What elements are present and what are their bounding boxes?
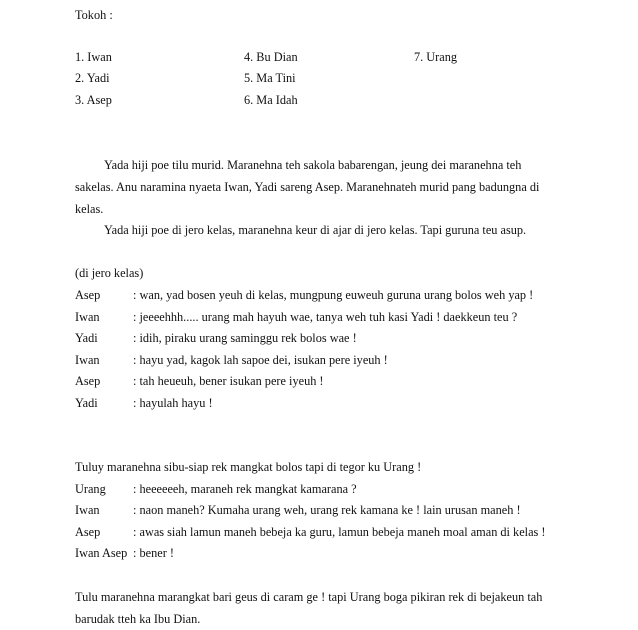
dialogue-speaker: Asep bbox=[75, 374, 101, 388]
character-item: 2. Yadi bbox=[75, 71, 110, 85]
character-item: 5. Ma Tini bbox=[244, 71, 296, 85]
dialogue-speaker: Yadi bbox=[75, 396, 98, 410]
dialogue-text: : bener ! bbox=[133, 546, 174, 560]
scene-label: (di jero kelas) bbox=[75, 266, 144, 280]
dialogue-text: : jeeeehhh..... urang mah hayuh wae, tanya weh tuh kasi Yadi ! daekkeun teu ? bbox=[133, 310, 518, 324]
narration-line: kelas. bbox=[75, 202, 104, 216]
dialogue-speaker: Urang bbox=[75, 482, 106, 496]
dialogue-speaker: Iwan Asep bbox=[75, 546, 128, 560]
narration-line: Tuluy maranehna sibu-siap rek mangkat bolos tapi di tegor ku Urang ! bbox=[75, 460, 422, 474]
dialogue-text: : idih, piraku urang saminggu rek bolos wae ! bbox=[133, 331, 357, 345]
narration-line: Yada hiji poe di jero kelas, maranehna keur di ajar di jero kelas. Tapi guruna teu asup. bbox=[104, 223, 527, 237]
dialogue-text: : tah heueuh, bener isukan pere iyeuh ! bbox=[133, 374, 324, 388]
narration-line: sakelas. Anu naramina nyaeta Iwan, Yadi sareng Asep. Maranehnateh murid pang badungna di bbox=[75, 180, 540, 194]
heading: Tokoh : bbox=[75, 8, 113, 22]
character-item: 3. Asep bbox=[75, 93, 112, 107]
dialogue-speaker: Iwan bbox=[75, 353, 100, 367]
dialogue-speaker: Asep bbox=[75, 525, 101, 539]
dialogue-speaker: Iwan bbox=[75, 310, 100, 324]
dialogue-text: : hayulah hayu ! bbox=[133, 396, 213, 410]
dialogue-text: : wan, yad bosen yeuh di kelas, mungpung euweuh guruna urang bolos weh yap ! bbox=[133, 288, 534, 302]
character-item: 6. Ma Idah bbox=[244, 93, 298, 107]
dialogue-text: : awas siah lamun maneh bebeja ka guru, lamun bebeja maneh moal aman di kelas ! bbox=[133, 525, 546, 539]
dialogue-speaker: Yadi bbox=[75, 331, 98, 345]
narration-line: Yada hiji poe tilu murid. Maranehna teh sakola babarengan, jeung dei maranehna teh bbox=[104, 158, 522, 172]
narration-line: barudak tteh ka Ibu Dian. bbox=[75, 612, 201, 626]
dialogue-text: : heeeeeeh, maraneh rek mangkat kamarana ? bbox=[133, 482, 357, 496]
dialogue-text: : hayu yad, kagok lah sapoe dei, isukan pere iyeuh ! bbox=[133, 353, 388, 367]
dialogue-speaker: Iwan bbox=[75, 503, 100, 517]
dialogue-text: : naon maneh? Kumaha urang weh, urang rek kamana ke ! lain urusan maneh ! bbox=[133, 503, 521, 517]
character-item: 1. Iwan bbox=[75, 50, 112, 64]
dialogue-speaker: Asep bbox=[75, 288, 101, 302]
narration-line: Tulu maranehna marangkat bari geus di caram ge ! tapi Urang boga pikiran rek di bejakeun tah bbox=[75, 590, 543, 604]
character-item: 4. Bu Dian bbox=[244, 50, 298, 64]
character-item: 7. Urang bbox=[414, 50, 458, 64]
